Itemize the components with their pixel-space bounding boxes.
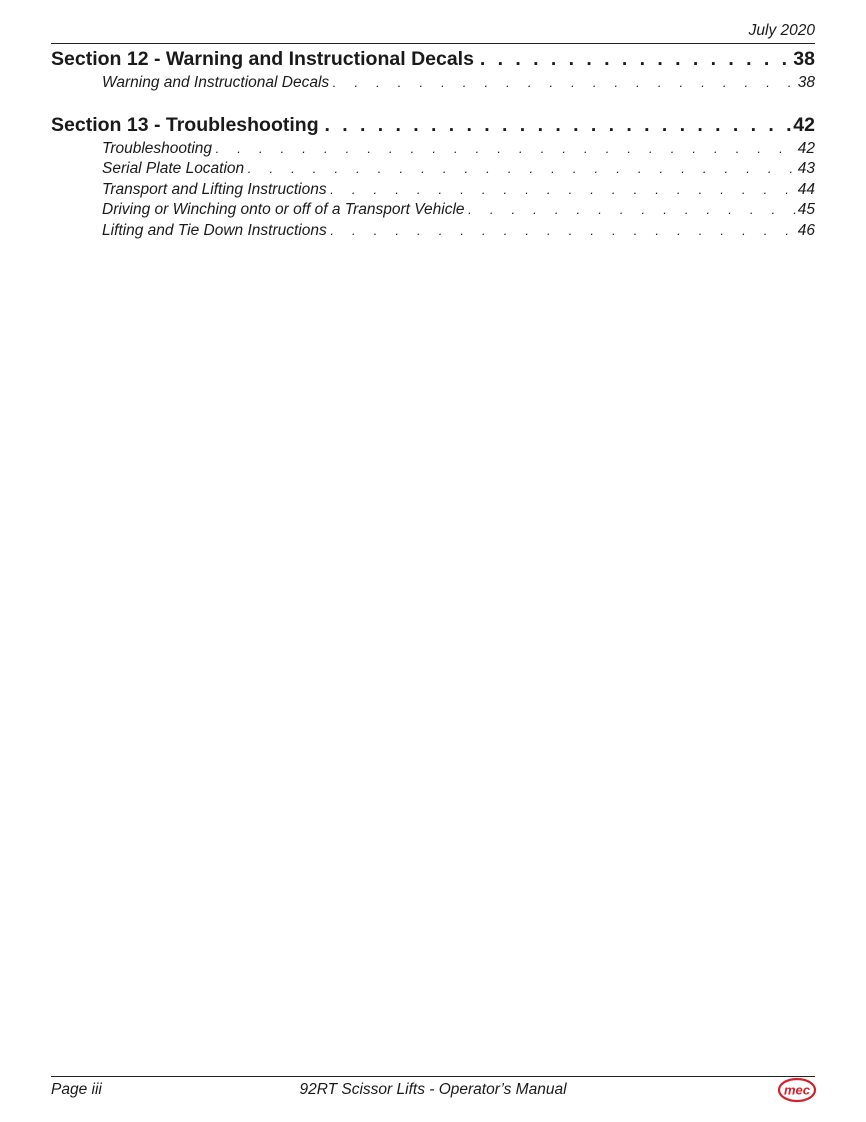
toc-entry[interactable] [51, 180, 815, 201]
toc-entry-page: 38 [797, 74, 815, 91]
dot-leader [327, 221, 798, 242]
toc-entry-title: Driving or Winching onto or off of a Transport Vehicle [102, 201, 465, 218]
toc-section-title: Section 12 - Warning and Instructional Decals [51, 48, 474, 70]
toc-entry[interactable] [51, 221, 815, 242]
toc-entry-title: Troubleshooting [102, 139, 213, 157]
toc-entry[interactable] [51, 73, 815, 94]
toc-section-12 [51, 46, 815, 94]
mec-logo [777, 1077, 817, 1103]
toc-entry-page: 44 [797, 180, 815, 198]
dot-leader [465, 200, 798, 221]
toc-entry-page: 45 [797, 201, 815, 218]
toc-section-13 [51, 112, 815, 242]
toc-section-page: 38 [793, 48, 815, 70]
footer-manual-title: 92RT Scissor Lifts - Operator’s Manual [299, 1081, 567, 1098]
dot-leader [212, 139, 798, 160]
toc-entry[interactable] [51, 200, 815, 221]
toc-entry[interactable] [51, 139, 815, 160]
toc-section-heading[interactable] [51, 46, 815, 73]
dot-leader [319, 112, 794, 139]
toc-entry-page: 43 [797, 160, 815, 177]
toc-entry-page: 42 [797, 139, 815, 157]
toc-entry-page: 46 [797, 221, 815, 239]
toc-entry-title: Serial Plate Location [102, 160, 245, 177]
dot-leader [329, 73, 798, 94]
dot-leader [327, 180, 798, 201]
toc-section-title: Section 13 - Troubleshooting [51, 113, 319, 136]
dot-leader [244, 159, 798, 180]
dot-leader [474, 46, 793, 73]
table-of-contents [51, 46, 815, 259]
toc-entry-title: Warning and Instructional Decals [102, 74, 330, 91]
header-date: July 2020 [748, 22, 815, 39]
toc-entry-title: Lifting and Tie Down Instructions [102, 221, 327, 239]
toc-entry-title: Transport and Lifting Instructions [102, 180, 327, 198]
footer-page-number: Page iii [51, 1081, 102, 1098]
toc-section-heading[interactable] [51, 112, 815, 139]
footer-divider [51, 1076, 815, 1077]
svg-text:mec: mec [783, 1082, 811, 1098]
header-divider [51, 43, 815, 44]
toc-entry[interactable] [51, 159, 815, 180]
toc-section-page: 42 [793, 113, 815, 136]
